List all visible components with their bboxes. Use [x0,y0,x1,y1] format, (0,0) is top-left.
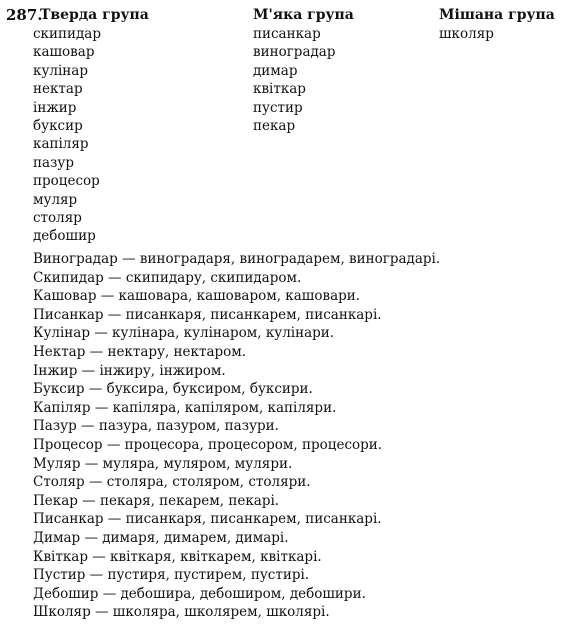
declension-line: Скипидар — скипидару, скипидаром. [33,269,302,286]
hard-group-word: муляр [33,191,78,208]
declension-line: Пустир — пустиря, пустирем, пустирі. [33,567,310,584]
declension-line: Інжир — інжиру, інжиром. [33,362,226,379]
declension-line: Пазур — пазура, пазуром, пазури. [33,418,279,435]
hard-group-word: буксир [33,118,83,135]
soft-group-word: писанкар [253,26,321,42]
declension-line: Виноградар — виноградаря, виноградарем, виноградарі. [33,251,441,267]
soft-group-list [253,25,336,135]
declension-list [33,250,440,622]
declension-line: Кашовар — кашовара, кашоваром, кашовари. [33,288,361,305]
declension-line: Пекар — пекаря, пекарем, пекарі. [33,492,280,509]
declension-line: Процесор — процесора, процесором, процесори. [33,436,383,453]
soft-group-word: квіткар [253,81,306,98]
declension-line: Школяр — школяра, школярем, школярі. [33,604,330,621]
hard-group-word: нектар [33,81,83,98]
soft-group-word: димар [253,62,298,79]
soft-group-header: М'яка група [253,7,354,23]
hard-group-word: інжир [33,99,77,116]
hard-group-word: пазур [33,154,74,171]
hard-group-word: процесор [33,173,100,190]
soft-group-word: виноградар [253,44,336,61]
declension-line: Писанкар — писанкаря, писанкарем, писанкарі. [33,306,382,323]
hard-group-word: кулінар [33,62,88,79]
declension-line: Капіляр — капіляра, капіляром, капіляри. [33,399,337,416]
hard-group-word: капіляр [33,136,89,153]
declension-line: Муляр — муляра, муляром, муляри. [33,455,293,472]
declension-line: Столяр — столяра, столяром, столяри. [33,474,311,491]
hard-group-word: дебошир [33,228,96,245]
soft-group-word: пекар [253,118,296,135]
hard-group-word: скипидар [33,26,101,42]
declension-line: Димар — димаря, димарем, димарі. [33,529,289,546]
hard-group-list [33,25,101,246]
hard-group-word: кашовар [33,44,95,61]
declension-line: Кулінар — кулінара, кулінаром, кулінари. [33,325,335,342]
declension-line: Писанкар — писанкаря, писанкарем, писанкарі. [33,511,382,528]
declension-line: Дебошир — дебошира, дебоширом, дебошири. [33,585,366,602]
mixed-group-list [439,25,494,43]
exercise-number: 287. [6,6,43,24]
hard-group-header: Тверда група [40,7,149,23]
mixed-group-header: Мішана група [439,7,555,23]
mixed-group-word: школяр [439,26,494,42]
declension-line: Буксир — буксира, буксиром, буксири. [33,381,313,398]
hard-group-word: столяр [33,210,82,227]
soft-group-word: пустир [253,99,303,116]
declension-line: Квіткар — квіткаря, квіткарем, квіткарі. [33,548,322,565]
declension-line: Нектар — нектару, нектаром. [33,343,247,360]
